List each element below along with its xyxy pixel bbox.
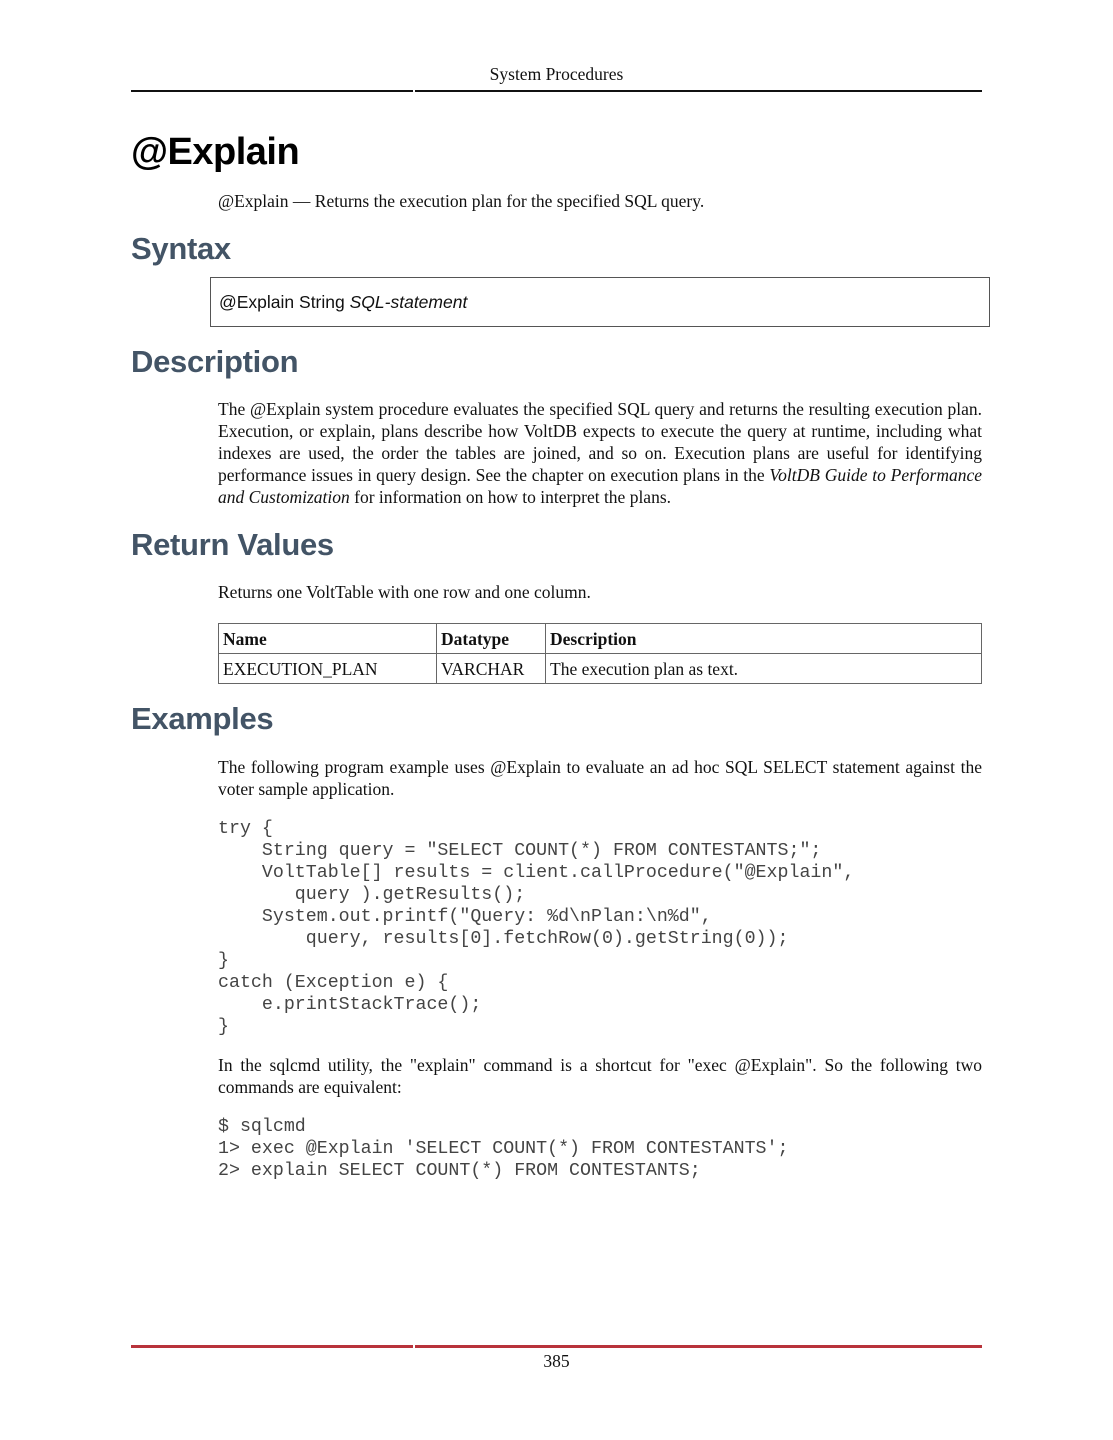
running-header: System Procedures (489, 64, 624, 84)
description-text-end: for information on how to interpret the plans. (349, 487, 672, 507)
examples-intro: The following program example uses @Explain to evaluate an ad hoc SQL SELECT statement against the voter sample application. (218, 757, 982, 799)
column-header: Datatype (437, 624, 546, 654)
syntax-command: @Explain String (219, 292, 345, 312)
syntax-argument: SQL-statement (349, 292, 468, 312)
header-rule (131, 90, 982, 92)
table-cell: VARCHAR (437, 654, 546, 684)
return-values-heading: Return Values (131, 527, 334, 562)
description-paragraph (218, 398, 982, 508)
sqlcmd-paragraph: In the sqlcmd utility, the "explain" command is a shortcut for "exec @Explain". So the following two commands are equivalent: (218, 1055, 982, 1097)
footer-rule (131, 1345, 982, 1348)
table-header-row (219, 624, 982, 654)
summary: @Explain — Returns the execution plan for the specified SQL query. (218, 191, 705, 211)
table-cell: The execution plan as text. (546, 654, 982, 684)
syntax-box (210, 277, 990, 327)
footer-rule-gap (413, 1345, 415, 1348)
syntax-heading: Syntax (131, 231, 231, 266)
header-rule-gap (413, 90, 415, 92)
description-text: The @Explain system procedure evaluates the specified SQL query and returns the resulting execution plan. Execution, or explain, plans describe how VoltDB expects to execute the query at runtime, including what indexes are used, the order the tables are joined, and so on. Execution plans are useful for identifying performance issues in query design. See the chapter on execution plans in the (218, 399, 982, 485)
page-number: 385 (543, 1351, 570, 1371)
sqlcmd-code-example: $ sqlcmd 1> exec @Explain 'SELECT COUNT(*) FROM CONTESTANTS'; 2> explain SELECT COUNT(*) FROM CONTESTANTS; (218, 1117, 789, 1181)
column-header: Name (219, 624, 437, 654)
table-cell: EXECUTION_PLAN (219, 654, 437, 684)
book-title: VoltDB Guide to Performance and Customization (218, 465, 983, 507)
page-title: @Explain (131, 131, 300, 173)
description-heading: Description (131, 344, 299, 379)
examples-heading: Examples (131, 701, 274, 736)
return-values-table (218, 623, 982, 684)
return-values-intro: Returns one VoltTable with one row and one column. (218, 582, 591, 602)
table-row (219, 654, 982, 684)
column-header: Description (546, 624, 982, 654)
java-code-example: try { String query = "SELECT COUNT(*) FROM CONTESTANTS;"; VoltTable[] results = client.callProcedure("@Explain", query ).getResults(); System.out.printf("Query: %d\nPlan:\n%d", query, results[0].fetchRow(0).getString(0)); } catch (Exception e) { e.printStackTrace(); } (218, 819, 855, 1037)
